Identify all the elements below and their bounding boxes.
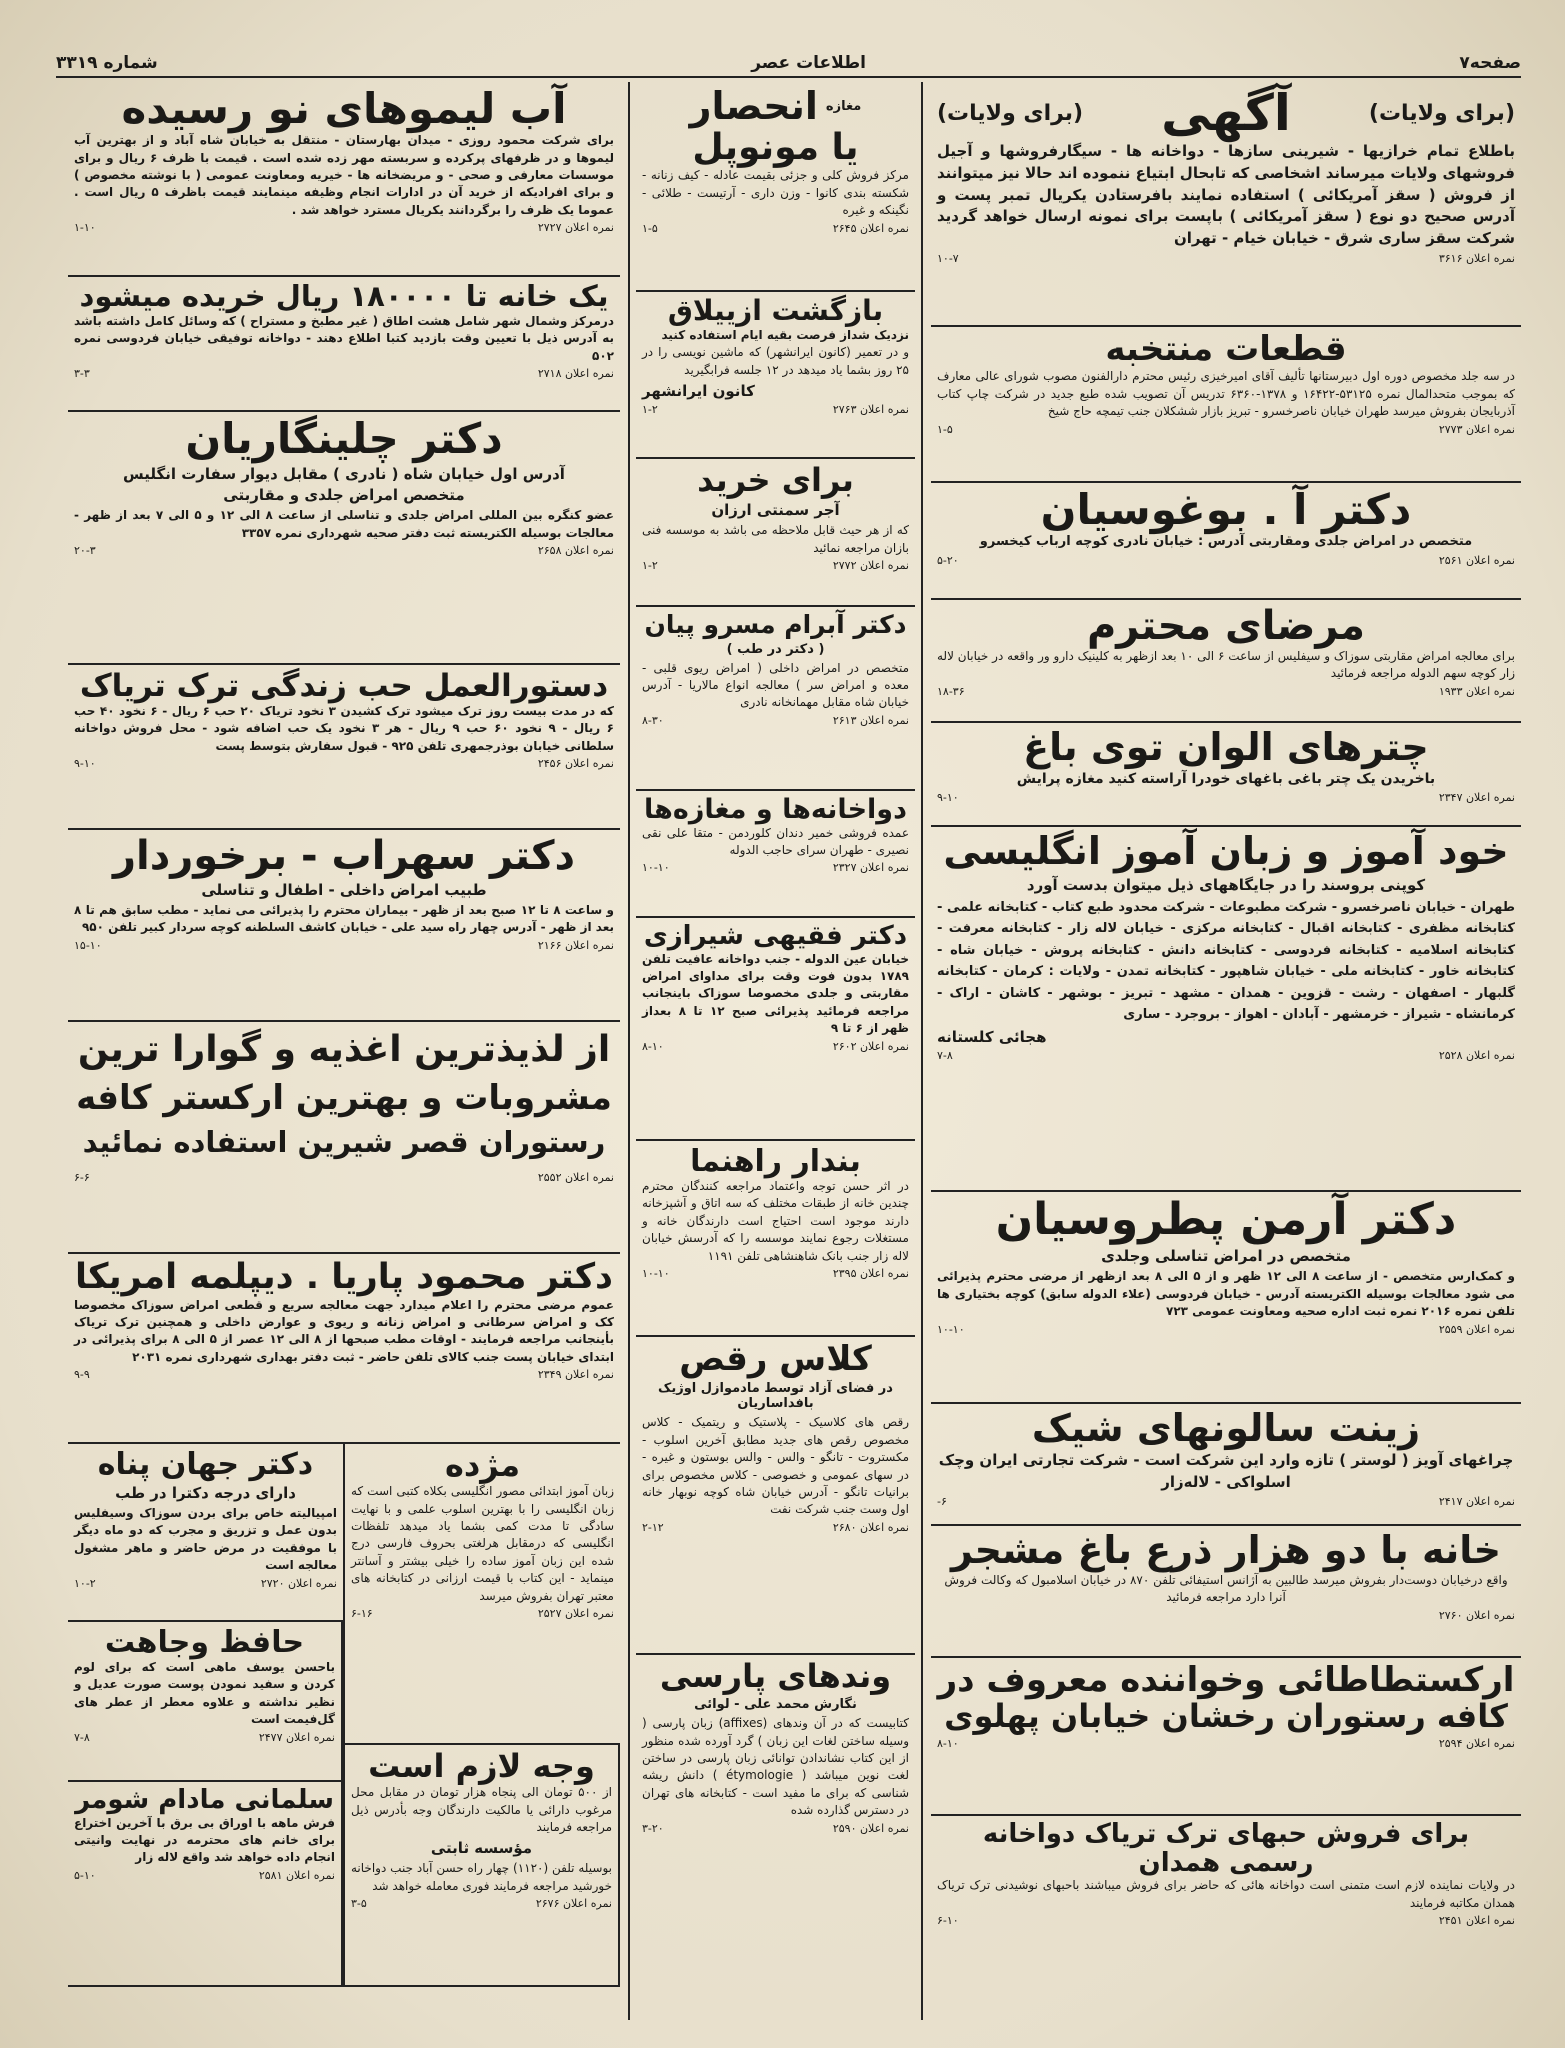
ad-footer (642, 1040, 909, 1053)
ad-footer (937, 1495, 1515, 1508)
ad-number: نمره اعلان ۲۷۲۷ (537, 221, 614, 235)
ad-footer (642, 714, 909, 727)
ad-agahi-velayat (931, 82, 1521, 327)
ad-masropian (636, 607, 915, 791)
ad-title: بازگشت ازییلاق (667, 294, 884, 327)
ad-dates: ۵-۱۰ (74, 1868, 96, 1882)
ad-body: زبان آموز ابتدائی مصور انگلیسی بکلاه کتبی است که زبان انگلیسی را با بهترین اسلوب علمی و با نهایت سادگی تا مدت کمی بشما یاد میدهد تلفظات انگلیسی که درمقابل هرلغتی بحروف فارسی درج شده این زبان آموز ساده را خیلی بیشتر و آسانتر مینماید - این کتاب با قیمت ارزانی در کتابخانه های معتبر تهران بفروش میرسد (351, 1484, 614, 1603)
right-column (921, 82, 1521, 2020)
ad-persian-affixes-book (636, 1655, 915, 1990)
ad-number: نمره اعلان ۲۵۶۱ (1438, 554, 1515, 568)
ad-title-line: یا مونوپل (692, 126, 859, 168)
ad-chelingarian (68, 412, 620, 665)
ad-dates: ۱۰-۲ (74, 1576, 96, 1590)
ad-marza (931, 600, 1521, 723)
ad-dates: ۱-۲ (642, 402, 658, 416)
ad-dates: ۶-۱۶ (351, 1606, 373, 1620)
ad-hafez-vejahat (68, 1622, 343, 1782)
ad-boghosian (931, 483, 1521, 600)
ad-number: نمره اعلان ۲۵۸۱ (258, 1868, 335, 1882)
ad-sub: طبیب امراض داخلی - اطفال و تناسلی (201, 881, 487, 899)
ad-title-line: کافه رستوران رخشان خیابان پهلوی (944, 1697, 1508, 1736)
ad-label: مغازه (825, 99, 862, 115)
ad-salmani-madam-shomer (68, 1782, 343, 1985)
ad-sub: آدرس اول خیابان شاه ( نادری ) مقابل دیوار سفارت انگلیس (123, 465, 565, 484)
ad-number: نمره اعلان ۲۶۵۸ (537, 543, 614, 557)
ad-footer (937, 252, 1515, 265)
ad-title: مرضای محترم (1086, 603, 1366, 649)
ad-dates: ۱۰-۷ (937, 251, 959, 265)
ad-dates: ۹-۹ (74, 1368, 90, 1382)
ad-title: خانه با دو هزار ذرع باغ مشجر (951, 1528, 1501, 1572)
ad-number: نمره اعلان ۲۵۵۲ (537, 1170, 614, 1184)
ad-sohrab-barkhordar (68, 830, 620, 1022)
ad-dates: ۶-۶ (74, 1170, 90, 1184)
ad-footer (937, 1737, 1515, 1750)
ad-body: برای معالجه امراض مقاربتی سوزاک و سیفلیس از ساعت ۶ الی ۱۰ بعد ازظهر به کلینیک دارو ور واقعه در خیابان لاله زار کوچه سهم الدوله مراجعه فرمائید (937, 649, 1515, 681)
ad-title-line: ارکستطاطائی وخواننده معروف در (937, 1660, 1515, 1700)
ad-sub: آجر سمنتی ارزان (711, 501, 840, 520)
ad-dates: ۷-۸ (937, 1049, 953, 1063)
ad-title-line: انحصار (689, 84, 818, 128)
ad-dates: ۱۰-۱۰ (642, 1266, 670, 1280)
ad-number: نمره اعلان ۲۵۲۸ (1438, 1049, 1515, 1063)
ad-line: از لذیذترین اغذیه و گوارا ترین (77, 1029, 611, 1070)
ad-footer (937, 1609, 1515, 1622)
ad-title: دکتر فقیهی شیرازی (643, 921, 908, 951)
ad-number: نمره اعلان ۲۴۵۶ (537, 757, 614, 771)
ad-dates: ۱-۱۰ (74, 221, 96, 235)
paper-name: اطلاعات عصر (751, 53, 866, 73)
ad-footer (74, 367, 614, 380)
ad-number: نمره اعلان ۲۵۲۷ (537, 1606, 614, 1620)
ad-title: چترهای الوان توی باغ (1023, 725, 1429, 769)
ad-sub: متخصص امراض جلدی و مقاربتی (223, 486, 465, 505)
ad-opium-pill-instructions (68, 665, 620, 830)
ad-number: نمره اعلان ۲۵۹۰ (832, 1821, 909, 1835)
ad-mojdeh (345, 1444, 620, 1745)
page-label: صفحه۷ (1459, 53, 1521, 73)
ad-title: دکتر آ . بوغوسیان (1040, 485, 1412, 534)
ad-footer (642, 403, 909, 416)
ad-body: باخریدن یک چتر باغی باغهای خودرا آراسته کنید مغازه پرایش (1016, 770, 1436, 787)
ad-number: نمره اعلان ۲۴۱۷ (1438, 1495, 1515, 1509)
ad-body: متخصص در امراض جلدی ومقاربتی آدرس : خیابان نادری کوچه ارباب کیخسرو (979, 534, 1473, 550)
ad-dates: ۵-۲۰ (937, 554, 959, 568)
ad-number: نمره اعلان ۲۳۲۷ (832, 861, 909, 875)
ad-title: حافظ وجاهت (104, 1625, 305, 1660)
ad-number: نمره اعلان ۲۷۶۰ (1438, 1608, 1515, 1622)
left-column (68, 82, 628, 2020)
ad-footer (74, 1869, 335, 1882)
ad-body: که از هر حیث قابل ملاحظه می باشد به موسسه فنی بازان مراجعه نمائید (642, 523, 909, 555)
ad-footer (74, 1171, 614, 1184)
ad-title: دکتر محمود پاریا . دیپلمه امریکا (74, 1257, 614, 1297)
ad-body: از ۵۰۰ تومان الی پنجاه هزار تومان در مقابل محل مرغوب دارائی یا مالکیت دارندگان وجه بأدرس ذیل مراجعه فرمایند (351, 1785, 612, 1834)
ad-faghihi-shirazi (636, 918, 915, 1141)
ad-number: نمره اعلان ۲۷۲۰ (260, 1576, 337, 1590)
ad-footer (937, 554, 1515, 567)
ad-title: دواخانه‌ها و مغازه‌ها (644, 794, 907, 825)
ad-opium-pills-hamadan (931, 1816, 1521, 1941)
ad-number: نمره اعلان ۲۶۰۲ (832, 1039, 909, 1053)
ad-sub: ( دکتر در طب ) (726, 641, 825, 657)
ad-number: نمره اعلان ۲۷۷۲ (832, 558, 909, 572)
ad-sub: نزدیک شداز فرصت بقیه ایام استفاده کنید (661, 327, 909, 342)
ad-title: بندار راهنما (690, 1144, 861, 1179)
ad-footer (937, 423, 1515, 436)
ad-body: و در تعمیر (کانون ایرانشهر) که ماشین نویسی را در ۲۵ روز بشما یاد میدهد در ۱۲ جلسه فرابگیرید (642, 345, 909, 377)
ad-sub: مؤسسه ثابتی (430, 1839, 533, 1858)
ad-dates: ۹-۱۰ (937, 791, 959, 805)
left-bottom-left-stack (68, 1444, 345, 1985)
ad-lime-juice (68, 82, 620, 277)
ad-jahan-panah (68, 1444, 343, 1622)
ad-dates: ۹-۱۰ (74, 757, 96, 771)
ad-petrosian (931, 1192, 1521, 1404)
ad-dates: ۸-۳۰ (642, 713, 664, 727)
ad-footer (74, 939, 614, 952)
ad-sub: نگارش محمد علی - لوائی (694, 1697, 857, 1713)
ad-line: رستوران قصر شیرین استفاده نمائید (82, 1124, 606, 1159)
ad-number: نمره اعلان ۳۶۱۶ (1438, 251, 1515, 265)
ad-footer (74, 1577, 337, 1590)
ad-qataat (931, 327, 1521, 483)
ad-body: طهران - خیابان ناصرخسرو - شرکت مطبوعات - شرکت محدود طبع کتاب - کتابخانه علمی - کتابخانه مظفری - کتابخانه اقبال - کتابخانه مرکزی - خیابان لاله زار - کتابخانه معرفت - کتابخانه اسلامیه - کتابخانه فردوسی - کتابخانه دانش - کتابخانه پروش - خیابان شاه - کتابخانه خاور - کتابخانه ملی - خیابان شاهپور - کتابخانه تمدن - ولایات : کرمان - کتابخانه گلبهار - اصفهان - رشت - قزوین - همدان - مشهد - تبریز - بوشهر - کاشان - اراک - کرمانشاه - شیراز - خرمشهر - آبادان - اهواز - بروجرد - ساری (937, 899, 1515, 1022)
ad-signature: هجائی کلستانه (937, 1028, 1047, 1047)
ad-return-from-summer (636, 292, 915, 459)
ad-body: در سه جلد مخصوص دوره اول دبیرستانها تألیف آقای امیرخیزی رئیس محترم دارالفنون مصوب شورای عالی معارف که بموجب متحدالمال نمره ۵۳۱۲۵-۱۶۴۲۲ و ۱۳۷۸-۶۳۶۰ تدریس آن تصویب شده طبع جدید در شرکت چاپ کتاب آذربایجان بفروش میرسد طهران خیابان ناصرخسرو - تبریز بازار ششکلان جنب تیمچه حاج شیخ (937, 369, 1515, 419)
ad-for-purchase (636, 459, 915, 607)
ad-body: فرش ماهه با اوراق بی برق با آخرین اختراع برای خانم های محترمه در نهایت وانیتی انجام داده خواهد شد واقع لاله زار (74, 1815, 335, 1865)
ad-english-self-study (931, 827, 1521, 1192)
ad-title: وجه لازم است (368, 1747, 595, 1785)
ad-title: دکتر سهراب - برخوردار (112, 833, 575, 879)
ad-footer (642, 222, 909, 235)
ad-number: نمره اعلان ۲۷۷۳ (1438, 422, 1515, 436)
ad-number: نمره اعلان ۲۷۶۳ (832, 402, 909, 416)
ad-tag: (برای ولایات) (937, 101, 1084, 126)
ad-footer (642, 1521, 909, 1534)
ad-subtitle: کوپنی بروسند را در جایگاههای ذیل میتوان بدست آورد (1026, 875, 1426, 894)
ad-footer (74, 1731, 335, 1744)
ad-body: مرکز فروش کلی و جزئی بقیمت عادله - کیف زنانه - شکسته بندی کانوا - وزن داری - آرتیست - طلائی - نگینکه و غیره (642, 168, 909, 218)
ad-chatr (931, 723, 1521, 827)
ad-number: نمره اعلان ۲۳۹۵ (832, 1266, 909, 1280)
ad-body: امپیالیته خاص برای بردن سوزاک وسیفلیس بدون عمل و تزریق و مجرب که دو ماه دیگر با موفقیت در مرض حاضر و ماهر مشغول معالجه است (74, 1506, 337, 1573)
ad-title: خود آموز و زبان آموز انگلیسی (943, 829, 1509, 873)
ad-body: عموم مرضی محترم را اعلام میدارد جهت معالجه سریع و قطعی امراض سوزاک مخصوصا کک و امراض سرطانی و امراض زنانه و ریوی و عوارض داخلی و همچنین ترک تریاک بأینجانب مراجعه فرمایند - اوقات مطب صبحها از ۸ الی ۱۲ عصر از ۵ الی ۸ برای پذیرائی در ابتدای خیابان پست جنب کالای تلفن حاضر - ثبت دفتر بهداری شهرداری نمره ۲۰۳۱ (74, 1297, 615, 1364)
ad-money-wanted (345, 1745, 620, 1985)
ad-number: نمره اعلان ۲۵۵۹ (1438, 1322, 1515, 1336)
ad-title: دکتر آرمن پطروسیان (995, 1194, 1457, 1245)
ad-dance-class (636, 1337, 915, 1655)
ad-dates: ۳-۵ (351, 1897, 367, 1911)
ad-salon-chandelier (931, 1404, 1521, 1526)
ad-body: بوسیله تلفن (۱۱۲۰) چهار راه حسن آباد جنب دواخانه خورشید مراجعه فرمایند فوری معامله خواهد شد (351, 1861, 612, 1893)
ad-body: و ساعت ۸ تا ۱۲ صبح بعد از ظهر - بیماران محترم را پذیرائی می نماید - مطب سابق هم تا ۸ بعد از ظهر - آدرس چهار راه سید علی - خیابان کاشف السلطنه کوچه سردار کبیر تلفن ۹۵۰ (74, 903, 614, 935)
ad-footer (642, 559, 909, 572)
ad-dates: ۱۰-۱۰ (642, 861, 670, 875)
ad-footer (642, 1267, 909, 1280)
ad-title: وندهای پارسی (659, 1657, 892, 1695)
ad-footer (351, 1897, 612, 1910)
ad-dates: ۱۵-۱۰ (74, 938, 102, 952)
ad-number: نمره اعلان ۲۴۵۱ (1438, 1913, 1515, 1927)
ad-dates: ۱-۵ (937, 422, 953, 436)
ad-body: خیابان عین الدوله - جنب دواخانه عافیت تلفن ۱۷۸۹ بدون فوت وقت برای مداوای امراض مقاربتی و جلدی مخصوصا سوزاک باینجانب مراجعه فرمائید پذیرائی صبح ۱۲ تا ۸ بعداز ظهر از ۶ تا ۹ (642, 951, 909, 1036)
ad-title: برای خرید (697, 461, 854, 499)
ad-number: نمره اعلان ۲۶۸۰ (832, 1520, 909, 1534)
left-bottom-grid (68, 1444, 620, 1987)
ad-dates: ۸-۱۰ (937, 1736, 959, 1750)
ad-body: چراغهای آویز ( لوستر ) تازه وارد این شرکت است - شرکت تجارتی ایران وچک اسلواکی - لاله‌زار (938, 1450, 1514, 1491)
middle-column (628, 82, 921, 2020)
ad-pharmacies-shops (636, 791, 915, 918)
ad-title: برای فروش حبهای ترک تریاک دواخانه رسمی همدان (982, 1819, 1470, 1878)
ad-orchestra-rakhshan (931, 1658, 1521, 1816)
masthead (56, 50, 1521, 78)
ad-footer (642, 1822, 909, 1835)
ad-monopoly-shop (636, 82, 915, 292)
ad-body: و کمک‌ارس متخصص - از ساعت ۸ الی ۱۲ ظهر و از ۵ الی ۸ بعد ازظهر از مرضی محترم پذیرائی می شود معالجات بوسیله الکتریسته آدرس - خیابان فردوسی (علاء الدوله سابق) کوچه بختیاری ها تلفن نمره ۲۰۱۶ نمره ثبت اداره صحیه ومعاونت عمومی ۷۲۳ (937, 1269, 1515, 1319)
ad-dates: ۱-۲ (642, 558, 658, 572)
ad-body: عضو کنگره بین المللی امراض جلدی و تناسلی از ساعت ۸ الی ۱۲ و ۵ الی ۷ بعد از ظهر - معالجات بوسیله الکتریسته ثبت دفتر صحیه شهرداری نمره ۳۳۵۷ (74, 508, 614, 540)
ad-qasr-shirin-restaurant (68, 1022, 620, 1254)
ad-title: آگهی (1161, 84, 1291, 142)
ad-footer (937, 1049, 1515, 1062)
ad-sub: در فضای آزاد توسط مادموازل اوژیک بافداساریان (658, 1381, 893, 1412)
ad-body: برای شرکت محمود روزی - میدان بهارستان - منتقل به خیابان شاه آباد و از بهترین آب لیموها و در ظرفهای پرکرده و سربسته مهر زده شده است . قیمت با ظرف ۶ ریال و برای موسسات معارفی و صحی - و مریضخانه ها - خیریه ومعاونت عمومی ( با نوشته مخصوص ) و برای افرادیکه از خرید آن در ادارات انجام وظیفه مینمایند قیمت باظرف ۵ ریال است . عموما یک ظرف را برگردانند یکریال مسترد خواهد شد . (74, 133, 615, 217)
ad-body: در ولایات نماینده لازم است متمنی است دواخانه هائی که حاضر برای فروش میباشند باحبهای نوشیدنی ترک تریاک همدان مکاتبه فرمایند (937, 1878, 1515, 1910)
ad-footer (937, 685, 1515, 698)
ad-bondar-rahnama (636, 1141, 915, 1337)
ad-dates: ۱۰-۱۰ (937, 1322, 965, 1336)
issue-label: شماره ۳۳۱۹ (56, 53, 158, 73)
ad-footer (74, 544, 614, 557)
ad-body: متخصص در امراض داخلی ( امراض ریوی قلبی - معده و امراض سر ) معالجه انواع مالاریا - آدرس خیابان شاه مقابل مهمانخانه نادری (642, 660, 909, 710)
ad-dates: ۸-۱۰ (642, 1039, 664, 1053)
ad-dates: ۱-۵ (642, 221, 658, 235)
ad-dates: ۲-۱۲ (642, 1520, 664, 1534)
ad-number: نمره اعلان ۲۵۹۴ (1438, 1736, 1515, 1750)
ad-title: زینت سالونهای شیک (1031, 1406, 1421, 1450)
ad-footer (937, 1323, 1515, 1336)
ad-title: دکتر جهان پناه (97, 1447, 314, 1482)
ad-number: نمره اعلان ۲۳۴۷ (1438, 791, 1515, 805)
ad-number: نمره اعلان ۲۳۴۹ (537, 1368, 614, 1382)
ad-footer (74, 757, 614, 770)
ad-tag: (برای ولایات) (1368, 101, 1515, 126)
ad-body: عمده فروشی خمیر دندان کلوردمن - متقا علی نقی نصیری - طهران سرای حاجب الدوله (642, 825, 909, 858)
ad-body: در اثر حسن توجه واعتماد مراجعه کنندگان محترم چندین خانه از طبقات مختلف که سه اتاق و آشپزخانه دارند موجود است احتیاج است دارندگان خانه و مستغلات رجوع نمایند موسسه را که آدرسش خیابان لاله زار جنب بانک شاهنشاهی تلفن ۱۱۹۱ (642, 1179, 909, 1263)
ad-footer (937, 1914, 1515, 1927)
ad-dates: ۶-۱۰ (937, 1913, 959, 1927)
ad-dates: ۳-۲۰ (642, 1821, 664, 1835)
ad-footer (74, 221, 614, 234)
ad-body: که در مدت بیست روز ترک میشود ترک کشیدن ۳ نخود تریاک ۲۰ حب ۶ ریال - ۶ نخود ۴۰ حب ۶ ریال - ۹ نخود ۶۰ حب ۹ ریال - هر ۳ نخود یک حب اضافه شود - محل فروش دواخانه سلطانی خیابان بوذرجمهری تلفن ۹۲۵ - قبول سفارش بتوسط پست (74, 704, 614, 753)
ad-title: قطعات منتخبه (1105, 329, 1347, 369)
ad-number: نمره اعلان ۱۹۳۳ (1438, 684, 1515, 698)
ad-house-wanted (68, 277, 620, 412)
ad-body: کتابیست که در آن وندهای (affixes) زبان پارسی ( وسیله ساختن لغات این زبان ) گرد آورده شده منظور از این کتاب نشاندادن توانائی زبان پارسی در ساختن لغت نوین میباشد ( étymologie ) دانش ریشه شناسی که برای ما مفید است - کتابخانه های تهران در دسترس گذارده شده (642, 1716, 909, 1818)
ad-number: نمره اعلان ۲۷۱۸ (537, 367, 614, 381)
ad-house-garden (931, 1526, 1521, 1658)
ad-dates: ۱۸-۳۶ (937, 684, 965, 698)
ad-number: نمره اعلان ۲۶۷۶ (535, 1897, 612, 1911)
ad-dates: ۳-۳ (74, 367, 90, 381)
ad-signature: کانون ایرانشهر (642, 381, 755, 400)
ad-body: باطلاع تمام خرازیها - شیرینی سازها - دواخانه ها - سیگارفروشها و آجیل فروشهای ولایات میرساند اشخاصی که تابحال ابتیاع ننموده اند حالا نیز میتوانند از فروش ( سقز آمریکائی ) استفاده نمایند بافرستادن یکریال تمبر پست و آدرس صحیح دو نوع ( سقز آمریکائی ) باپست برای نمونه ارسال خواهد گردید شرکت سقز ساری شرق - خیابان خیام - تهران (937, 142, 1515, 247)
ad-body: واقع درخیابان دوست‌دار بفروش میرسد طالبین به آژانس استیفائی تلفن ۸۷۰ در خیابان اسلامبول که وکالت فروش آنرا دارد مراجعه فرمائید (944, 1572, 1508, 1605)
ad-subtitle: متخصص در امراض تناسلی وجلدی (1101, 1247, 1351, 1266)
columns (56, 82, 1521, 2020)
ad-dates: ۲۰-۳ (74, 543, 96, 557)
ad-footer (351, 1607, 614, 1620)
ad-title: آب لیموهای نو رسیده (121, 84, 567, 133)
ad-title: سلمانی مادام شومر (75, 1785, 334, 1815)
ad-number: نمره اعلان ۲۴۷۷ (258, 1730, 335, 1744)
ad-body: باحسن یوسف ماهی است که برای لوم کردن و سفید نمودن پوست صورت عدیل و نظیر نداشته و علاوه معطر از عطر های گل‌فیمت است (74, 1660, 335, 1727)
ad-number: نمره اعلان ۲۶۴۵ (832, 221, 909, 235)
left-bottom-right-stack (345, 1444, 620, 1985)
ad-title: یک خانه تا ۱۸۰۰۰۰ ریال خریده میشود (79, 279, 609, 313)
ad-title: دکتر آبرام مسرو پیان (644, 610, 907, 639)
ad-footer (74, 1368, 614, 1381)
ad-dates: ۷-۸ (74, 1730, 90, 1744)
ad-body: درمرکز وشمال شهر شامل هشت اطاق ( غیر مطبخ و مستراح ) که وسائل کامل داشته باشد به آدرس ذیل با تعیین وقت بازدید کتبا اطلاع دهند - دواخانه توفیقی خیابان فردوسی نمره ۵۰۲ (74, 313, 614, 363)
ad-number: نمره اعلان ۲۶۱۳ (832, 713, 909, 727)
ad-title: دستورالعمل حب زندگی ترک تریاک (79, 668, 609, 704)
ad-sub: دارای درجه دکترا در طب (115, 1484, 296, 1502)
ad-mahmoud-paria (68, 1254, 620, 1444)
ad-body: رقص های کلاسیک - پلاستیک و ریتمیک - کلاس مخصوص رقص های جدید مطابق آخرین اسلوب - مکستروت - تانگو - والس - والس بوستون و غیره - در سهای عمومی و خصوصی - کلاس مخصوص برای برانیات تانگو - آدرس خیابان شاه کوچه نوبهار خانه اول وست جنب شرکت نفت (642, 1415, 909, 1517)
ad-title: کلاس رقص (679, 1339, 872, 1379)
ad-title: دکتر چلینگاریان (185, 414, 503, 463)
ad-title: مژده (444, 1446, 521, 1484)
ad-number: نمره اعلان ۲۱۶۶ (537, 938, 614, 952)
ad-footer (937, 791, 1515, 804)
ad-line: مشروبات و بهترین ارکستر کافه (76, 1077, 612, 1118)
ad-footer (642, 861, 909, 874)
ad-dates: ۶- (937, 1495, 947, 1509)
